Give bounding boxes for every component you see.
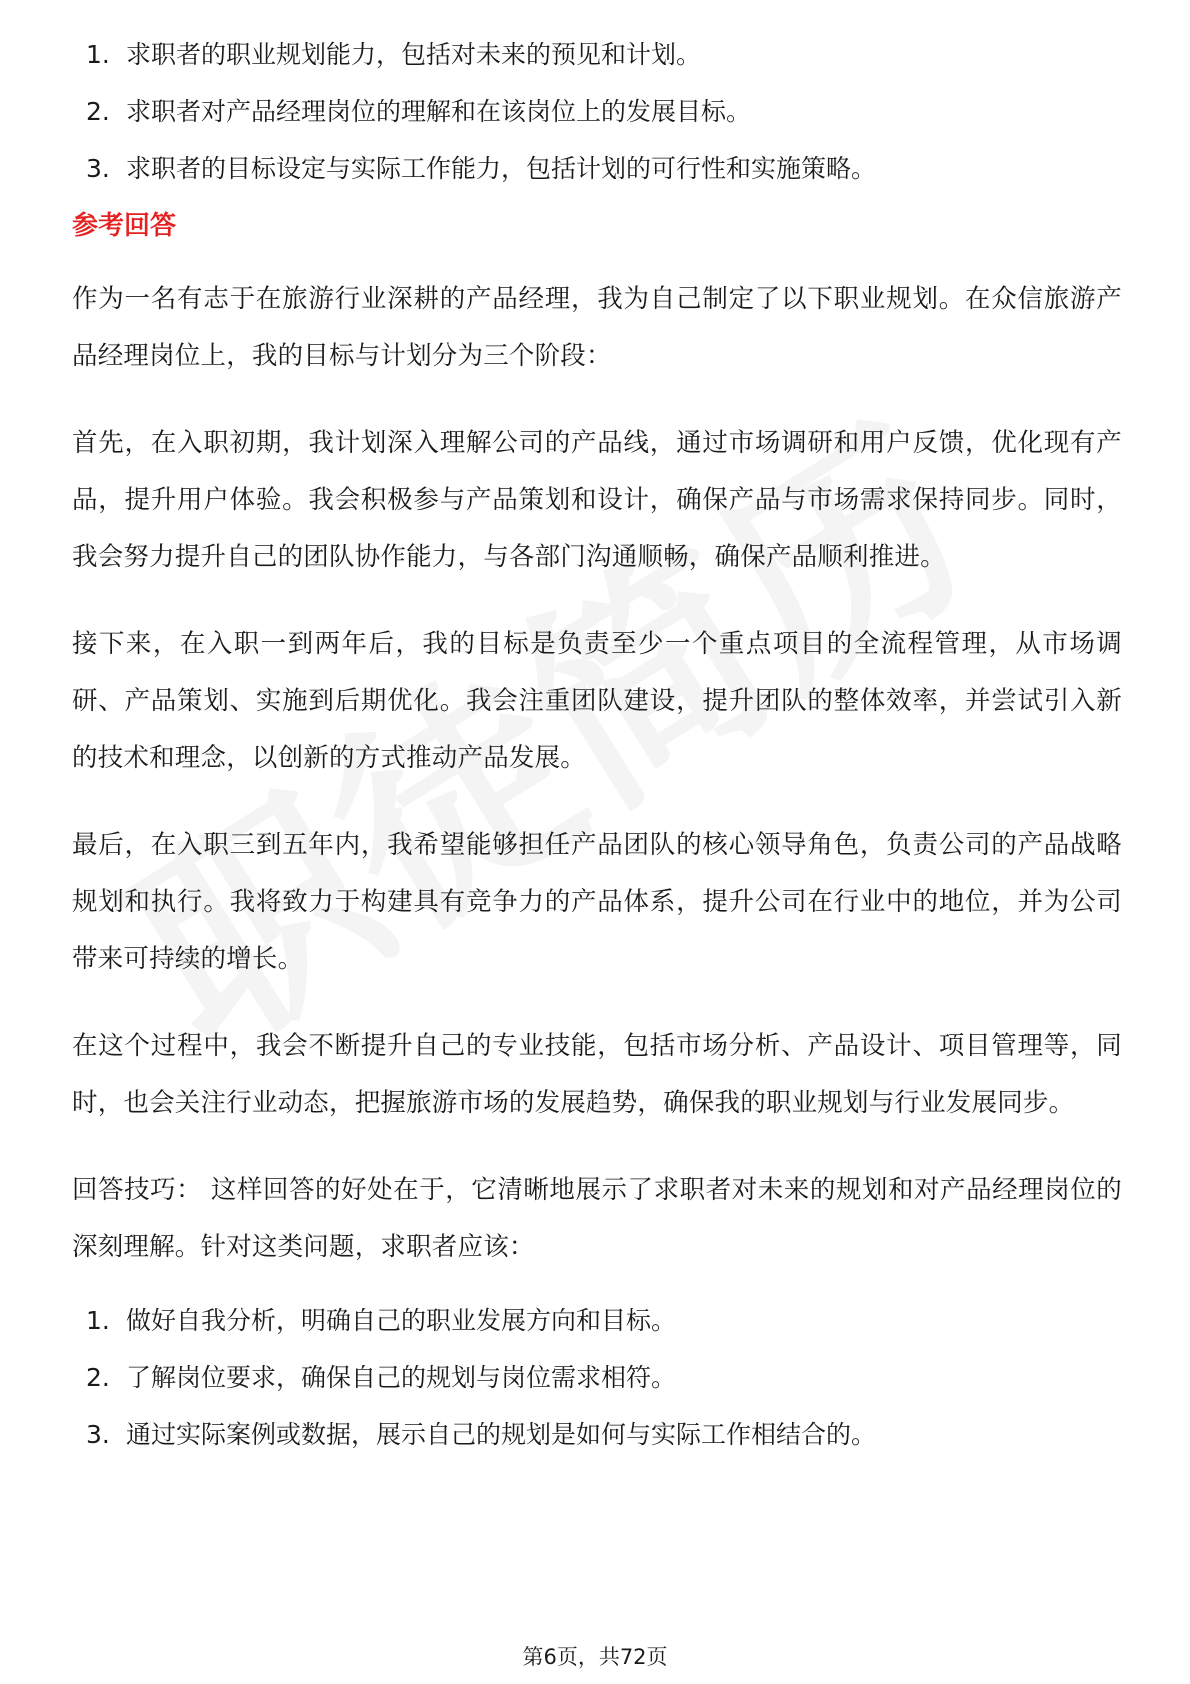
- list-item: 3. 通过实际案例或数据，展示自己的规划是如何与实际工作相结合的。: [86, 1420, 877, 1449]
- page-number: 第6页，共72页: [522, 1645, 668, 1669]
- section-heading: 参考回答: [72, 211, 177, 241]
- paragraph: 最后，在入职三到五年内，我希望能够担任产品团队的核心领导角色，负责公司的产品战略规划和执行。我将致力于构建具有竞争力的产品体系，提升公司在行业中的地位，并为公司带来可持续的增长。: [72, 830, 1122, 974]
- paragraph: 接下来，在入职一到两年后，我的目标是负责至少一个重点项目的全流程管理，从市场调研、产品策划、实施到后期优化。我会注重团队建设，提升团队的整体效率，并尝试引入新的技术和理念，以创新的方式推动产品发展。: [72, 629, 1122, 773]
- paragraph: 作为一名有志于在旅游行业深耕的产品经理，我为自己制定了以下职业规划。在众信旅游产品经理岗位上，我的目标与计划分为三个阶段：: [72, 284, 1122, 371]
- page-content: [72, 40, 1122, 1477]
- paragraph: 在这个过程中，我会不断提升自己的专业技能，包括市场分析、产品设计、项目管理等，同时，也会关注行业动态，把握旅游市场的发展趋势，确保我的职业规划与行业发展同步。: [72, 1031, 1122, 1118]
- list-item: 1. 求职者的职业规划能力，包括对未来的预见和计划。: [86, 40, 702, 69]
- paragraph: 首先，在入职初期，我计划深入理解公司的产品线，通过市场调研和用户反馈，优化现有产品，提升用户体验。我会积极参与产品策划和设计，确保产品与市场需求保持同步。同时，我会努力提升自己的团队协作能力，与各部门沟通顺畅，确保产品顺利推进。: [72, 428, 1122, 572]
- list-item: 2. 求职者对产品经理岗位的理解和在该岗位上的发展目标。: [86, 97, 752, 126]
- tips-list: [72, 1306, 1122, 1449]
- criteria-list: [72, 40, 1122, 183]
- list-item: 2. 了解岗位要求，确保自己的规划与岗位需求相符。: [86, 1363, 677, 1392]
- list-item: 1. 做好自我分析，明确自己的职业发展方向和目标。: [86, 1306, 677, 1335]
- tips-paragraph: 回答技巧： 这样回答的好处在于，它清晰地展示了求职者对未来的规划和对产品经理岗位的深刻理解。针对这类问题，求职者应该：: [72, 1175, 1122, 1262]
- list-item: 3. 求职者的目标设定与实际工作能力，包括计划的可行性和实施策略。: [86, 154, 877, 183]
